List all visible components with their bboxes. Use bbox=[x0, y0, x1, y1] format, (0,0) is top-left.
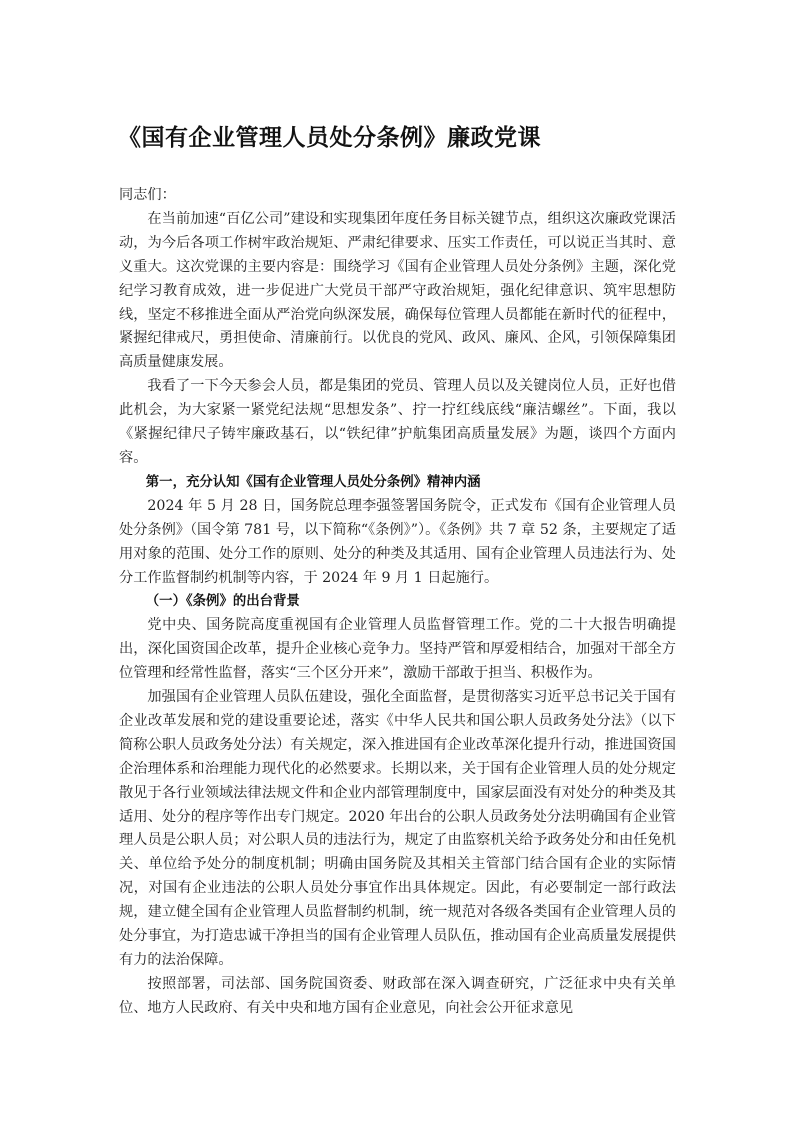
subsection-1-paragraph-1: 党中央、国务院高度重视国有企业管理人员监督管理工作。党的二十大报告明确提出，深化国资国企改革，提升企业核心竞争力。坚持严管和厚爱相结合，加强对干部全方位管理和经常性监督，落实“三个区分开来”，激励干部敢于担当、积极作为。 bbox=[119, 617, 676, 682]
document-title: 《国有企业管理人员处分条例》廉政党课 bbox=[118, 125, 541, 151]
section-1-paragraph: 2024 年 5 月 28 日，国务院总理李强签署国务院令，正式发布《国有企业管理人员处分条例》（国令第 781 号，以下简称“《条例》”）。《条例》共 7 章 52 条，主要规定了适用对象的范围、处分工作的原则、处分的种类及其适用、国有企业管理人员违法行为、处分工作监督制约机制等内容，于 2024 年 9 月 1 日起施行。 bbox=[119, 497, 676, 586]
salutation: 同志们： bbox=[119, 187, 176, 203]
intro-paragraph-2: 我看了一下今天参会人员，都是集团的党员、管理人员以及关键岗位人员，正好也借此机会，为大家紧一紧党纪法规“思想发条”、拧一拧红线底线“廉洁螺丝”。下面，我以《紧握纪律尺子铸牢廉政基石，以“铁纪律”护航集团高质量发展》为题，谈四个方面内容。 bbox=[119, 378, 676, 466]
document-body bbox=[119, 184, 676, 1021]
subsection-1-paragraph-3: 按照部署，司法部、国务院国资委、财政部在深入调查研究，广泛征求中央有关单位、地方人民政府、有关中央和地方国有企业意见，向社会公开征求意见 bbox=[119, 975, 676, 1016]
subsection-heading-1: （一）《条例》的出台背景 bbox=[145, 594, 300, 610]
intro-paragraph-1: 在当前加速“百亿公司”建设和实现集团年度任务目标关键节点，组织这次廉政党课活动，为今后各项工作树牢政治规矩、严肃纪律要求、压实工作责任，可以说正当其时、意义重大。这次党课的主要内容是：围绕学习《国有企业管理人员处分条例》主题，深化党纪学习教育成效，进一步促进广大党员干部严守政治规矩，强化纪律意识、筑牢思想防线，坚定不移推进全面从严治党向纵深发展，确保每位管理人员都能在新时代的征程中，紧握纪律戒尺，勇担使命、清廉前行。以优良的党风、政风、廉风、企风，引领保障集团高质量健康发展。 bbox=[119, 210, 676, 371]
section-heading-1: 第一，充分认知《国有企业管理人员处分条例》精神内涵 bbox=[145, 474, 481, 490]
subsection-1-paragraph-2: 加强国有企业管理人员队伍建设，强化全面监督，是贯彻落实习近平总书记关于国有企业改革发展和党的建设重要论述，落实《中华人民共和国公职人员政务处分法》（以下简称公职人员政务处分法）有关规定，深入推进国有企业改革深化提升行动，推进国资国企治理体系和治理能力现代化的必然要求。长期以来，关于国有企业管理人员的处分规定散见于各行业领域法律法规文件和企业内部管理制度中，国家层面没有对处分的种类及其适用、处分的程序等作出专门规定。2020 年出台的公职人员政务处分法明确国有企业管理人员是公职人员；对公职人员的违法行为，规定了由监察机关给予政务处分和由任免机关、单位给予处分的制度机制；明确由国务院及其相关主管部门结合国有企业的实际情况，对国有企业违法的公职人员处分事宜作出具体规定。因此，有必要制定一部行政法规，建立健全国有企业管理人员监督制约机制，统一规范对各级各类国有企业管理人员的处分事宜，为打造忠诚干净担当的国有企业管理人员队伍，推动国有企业高质量发展提供有力的法治保障。 bbox=[119, 689, 676, 968]
